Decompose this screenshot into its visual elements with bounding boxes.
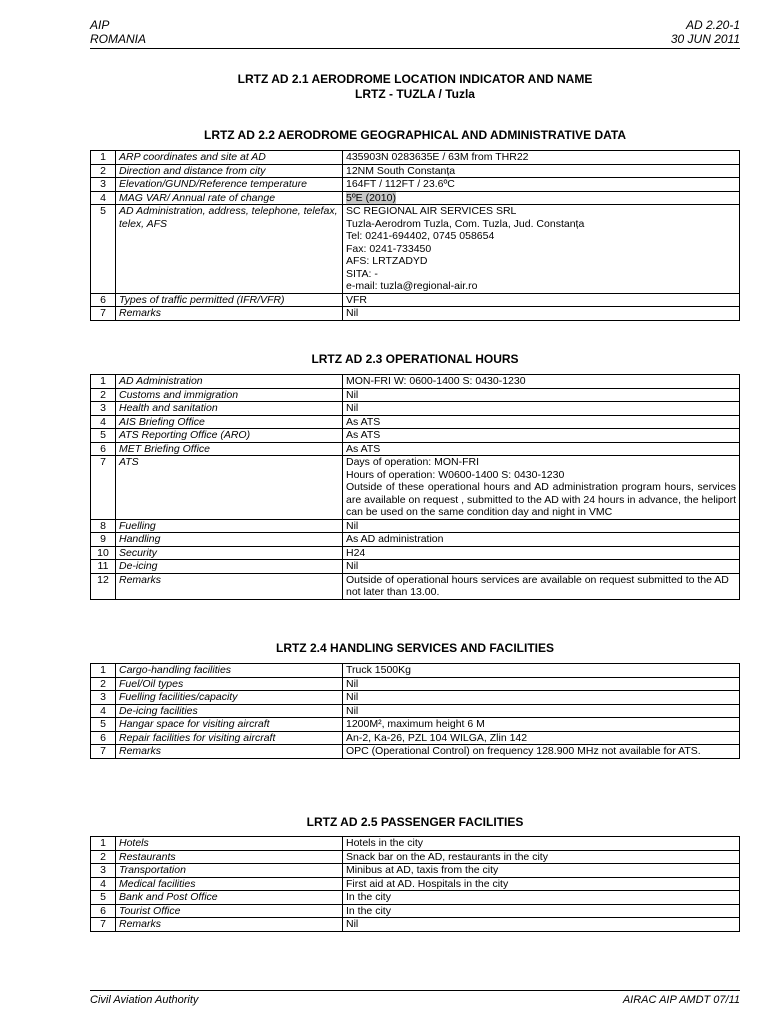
footer-authority: Civil Aviation Authority: [90, 994, 199, 1006]
row-number: 5: [91, 429, 116, 443]
page-footer: [90, 990, 740, 1017]
table-row: [91, 691, 740, 705]
row-number: 5: [91, 718, 116, 732]
row-value: Nil: [343, 388, 740, 402]
row-value: Nil: [343, 519, 740, 533]
row-number: 7: [91, 307, 116, 321]
table-row: [91, 745, 740, 759]
row-number: 1: [91, 375, 116, 389]
section-2-1-aerodrome-name: LRTZ - TUZLA / Tuzla: [355, 87, 475, 101]
table-row: [91, 388, 740, 402]
row-label: Remarks: [116, 745, 343, 759]
row-label: AIS Briefing Office: [116, 415, 343, 429]
row-value: Nil: [343, 307, 740, 321]
row-label: MET Briefing Office: [116, 442, 343, 456]
row-value: As ATS: [343, 415, 740, 429]
table-row: [91, 918, 740, 932]
table-row: [91, 178, 740, 192]
page-header: [90, 18, 740, 49]
row-value: Days of operation: MON-FRI Hours of operation: W0600-1400 S: 0430-1230 Outside of these operational hours and AD administration program hours, services are available on request , submitted to the AD with 24 hours in advance, the heliport can be used on the same condition day and night in VMC: [343, 456, 740, 520]
row-value: Nil: [343, 560, 740, 574]
row-number: 5: [91, 205, 116, 294]
header-date: 30 JUN 2011: [670, 32, 740, 46]
row-value: As ATS: [343, 429, 740, 443]
header-aip: AIP: [90, 18, 110, 32]
row-label: Cargo-handling facilities: [116, 664, 343, 678]
row-label: Security: [116, 546, 343, 560]
row-label: De-icing facilities: [116, 704, 343, 718]
row-label: Remarks: [116, 918, 343, 932]
table-row: [91, 704, 740, 718]
row-number: 2: [91, 164, 116, 178]
row-label: ATS: [116, 456, 343, 520]
row-number: 6: [91, 904, 116, 918]
row-number: 3: [91, 691, 116, 705]
row-value: Hotels in the city: [343, 837, 740, 851]
row-value: SC REGIONAL AIR SERVICES SRL Tuzla-Aerodrom Tuzla, Com. Tuzla, Jud. Constanța Tel: 0241-694402, 0745 058654 Fax: 0241-733450 AFS: LRTZADYD SITA: - e-mail: tuzla@regional-air.ro: [343, 205, 740, 294]
row-value: Outside of operational hours services are available on request submitted to the AD not later than 13.00.: [343, 573, 740, 599]
table-handling-services: [90, 663, 740, 759]
table-row: [91, 293, 740, 307]
row-number: 3: [91, 178, 116, 192]
row-label: Hangar space for visiting aircraft: [116, 718, 343, 732]
row-number: 1: [91, 837, 116, 851]
row-label: Elevation/GUND/Reference temperature: [116, 178, 343, 192]
table-row: [91, 519, 740, 533]
row-label: Remarks: [116, 307, 343, 321]
table-row: [91, 664, 740, 678]
row-label: Repair facilities for visiting aircraft: [116, 731, 343, 745]
header-country: ROMANIA: [90, 32, 147, 46]
table-row: [91, 205, 740, 294]
row-value: Minibus at AD, taxis from the city: [343, 864, 740, 878]
row-number: 1: [91, 151, 116, 165]
row-value: MON-FRI W: 0600-1400 S: 0430-1230: [343, 375, 740, 389]
row-number: 8: [91, 519, 116, 533]
row-value: [343, 191, 740, 205]
row-number: 10: [91, 546, 116, 560]
row-value: As AD administration: [343, 533, 740, 547]
row-label: MAG VAR/ Annual rate of change: [116, 191, 343, 205]
row-number: 2: [91, 850, 116, 864]
row-value: Nil: [343, 704, 740, 718]
table-row: [91, 718, 740, 732]
row-number: 4: [91, 191, 116, 205]
table-row: [91, 573, 740, 599]
table-row: [91, 151, 740, 165]
row-label: Health and sanitation: [116, 402, 343, 416]
table-operational-hours: [90, 374, 740, 600]
row-label: De-icing: [116, 560, 343, 574]
row-value: Nil: [343, 677, 740, 691]
row-label: Types of traffic permitted (IFR/VFR): [116, 293, 343, 307]
row-number: 6: [91, 442, 116, 456]
row-number: 7: [91, 745, 116, 759]
row-label: Bank and Post Office: [116, 891, 343, 905]
row-label: Medical facilities: [116, 877, 343, 891]
table-row: [91, 891, 740, 905]
row-label: Hotels: [116, 837, 343, 851]
row-label: AD Administration, address, telephone, telefax, telex, AFS: [116, 205, 343, 294]
row-value: Truck 1500Kg: [343, 664, 740, 678]
row-value: Snack bar on the AD, restaurants in the city: [343, 850, 740, 864]
row-number: 7: [91, 456, 116, 520]
row-number: 9: [91, 533, 116, 547]
table-row: [91, 850, 740, 864]
row-label: Handling: [116, 533, 343, 547]
row-number: 6: [91, 731, 116, 745]
header-right: [671, 18, 740, 46]
section-2-1-heading: LRTZ AD 2.1 AERODROME LOCATION INDICATOR AND NAME: [237, 72, 593, 86]
header-page-number: AD 2.20-1: [685, 18, 740, 32]
row-number: 11: [91, 560, 116, 574]
row-number: 2: [91, 388, 116, 402]
row-value: 1200M², maximum height 6 M: [343, 718, 740, 732]
row-label: AD Administration: [116, 375, 343, 389]
table-row: [91, 429, 740, 443]
table-row: [91, 546, 740, 560]
row-value: 164FT / 112FT / 23.6ºC: [343, 178, 740, 192]
row-value: OPC (Operational Control) on frequency 128.900 MHz not available for ATS.: [343, 745, 740, 759]
row-value: H24: [343, 546, 740, 560]
row-number: 4: [91, 415, 116, 429]
row-number: 3: [91, 864, 116, 878]
row-value: In the city: [343, 904, 740, 918]
table-row: [91, 877, 740, 891]
row-number: 1: [91, 664, 116, 678]
row-label: Transportation: [116, 864, 343, 878]
row-label: Remarks: [116, 573, 343, 599]
table-row: [91, 560, 740, 574]
row-label: ARP coordinates and site at AD: [116, 151, 343, 165]
row-label: Fuelling: [116, 519, 343, 533]
row-label: Tourist Office: [116, 904, 343, 918]
row-number: 6: [91, 293, 116, 307]
table-row: [91, 864, 740, 878]
row-number: 4: [91, 704, 116, 718]
highlighted-mag-var: 5ºE (2010): [346, 191, 396, 204]
row-value: Nil: [343, 918, 740, 932]
row-label: Customs and immigration: [116, 388, 343, 402]
section-2-3-title: LRTZ AD 2.3 OPERATIONAL HOURS: [311, 352, 519, 366]
table-passenger-facilities: [90, 836, 740, 932]
row-number: 7: [91, 918, 116, 932]
row-number: 12: [91, 573, 116, 599]
row-value: An-2, Ka-26, PZL 104 WILGA, Zlin 142: [343, 731, 740, 745]
row-value: 12NM South Constanța: [343, 164, 740, 178]
header-left: [90, 18, 146, 46]
section-2-2-title: LRTZ AD 2.2 AERODROME GEOGRAPHICAL AND ADMINISTRATIVE DATA: [203, 128, 626, 142]
row-label: Restaurants: [116, 850, 343, 864]
table-row: [91, 837, 740, 851]
section-2-4-title: LRTZ 2.4 HANDLING SERVICES AND FACILITIES: [275, 641, 555, 655]
section-2-1-title: [90, 72, 740, 102]
row-value: In the city: [343, 891, 740, 905]
row-number: 4: [91, 877, 116, 891]
row-value: VFR: [343, 293, 740, 307]
table-row: [91, 307, 740, 321]
row-label: Fuel/Oil types: [116, 677, 343, 691]
row-number: 3: [91, 402, 116, 416]
table-row: [91, 191, 740, 205]
row-value: As ATS: [343, 442, 740, 456]
row-value: Nil: [343, 691, 740, 705]
table-row: [91, 375, 740, 389]
table-geographical-data: [90, 150, 740, 321]
section-2-5-title: LRTZ AD 2.5 PASSENGER FACILITIES: [306, 815, 524, 829]
row-number: 2: [91, 677, 116, 691]
table-row: [91, 442, 740, 456]
row-label: Direction and distance from city: [116, 164, 343, 178]
row-label: ATS Reporting Office (ARO): [116, 429, 343, 443]
row-value: 435903N 0283635E / 63M from THR22: [343, 151, 740, 165]
row-number: 5: [91, 891, 116, 905]
row-label: Fuelling facilities/capacity: [116, 691, 343, 705]
table-row: [91, 164, 740, 178]
row-value: Nil: [343, 402, 740, 416]
table-row: [91, 415, 740, 429]
table-row: [91, 904, 740, 918]
table-row: [91, 402, 740, 416]
table-row: [91, 677, 740, 691]
table-row: [91, 456, 740, 520]
table-row: [91, 731, 740, 745]
footer-amendment: AIRAC AIP AMDT 07/11: [622, 994, 740, 1006]
row-value: First aid at AD. Hospitals in the city: [343, 877, 740, 891]
table-row: [91, 533, 740, 547]
